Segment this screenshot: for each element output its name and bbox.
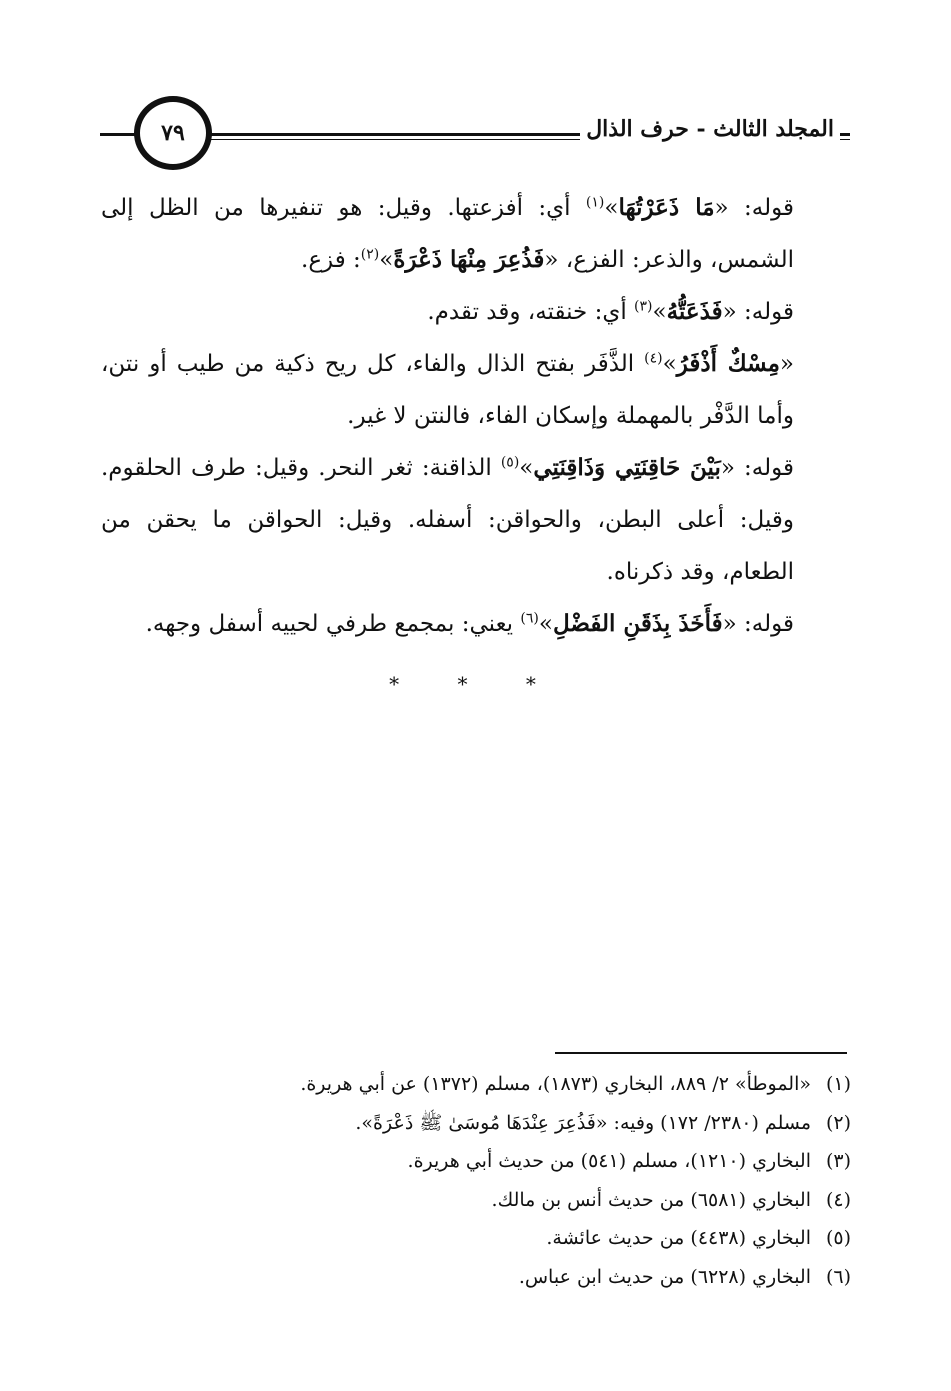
p1-close: » [604,195,619,221]
p1-quote: مَا ذَعَرْتُهَا [618,194,715,221]
p3-quote: مِسْكٌ أَذْفَرُ [676,350,780,377]
footnote-ref-5[interactable]: (٥) [500,454,520,471]
footnote-number: (٦) [825,1265,851,1288]
p3-prefix: « [779,351,794,377]
page-number-badge [134,96,212,170]
p1-rest: أي: أفزعتها. وقيل: هو تنفيرها من الظل إلى الشمس، والذعر: الفزع، « [101,195,794,273]
footnote-4 [106,1181,851,1220]
p5-rest: يعني: بمجمع طرفي لحييه أسفل وجهه. [145,611,521,637]
p1-prefix: قوله: « [714,195,794,221]
paragraph-1 [101,182,846,286]
footnote-1 [106,1065,851,1104]
footnote-number: (٥) [825,1227,851,1249]
footnote-text: البخاري (٤٤٣٨) من حديث عائشة. [546,1227,811,1249]
p4-rest: الذاقنة: ثغر النحر. وقيل: طرف الحلقوم. وقيل: أعلى البطن، والحواقن: أسفله. وقيل: الحواقن ما يحقن من الطعام، وقد ذكرناه. [101,455,794,585]
footnote-rule [555,1052,847,1054]
running-title: المجلد الثالث - حرف الذال [580,116,840,142]
page-header [100,96,850,176]
footnote-ref-1[interactable]: (١) [585,194,605,211]
footnote-number: (٢) [825,1111,851,1134]
footnote-text: البخاري (٦٥٨١) من حديث أنس بن مالك. [491,1188,811,1211]
p5-prefix: قوله: « [722,611,794,637]
p1-end: : فزع. [301,247,361,273]
paragraph-4 [101,442,846,598]
footnote-text: البخاري (٦٢٢٨) من حديث ابن عباس. [518,1265,811,1288]
p2-close: » [652,299,667,325]
p3-close: » [662,351,677,377]
paragraph-2 [101,286,846,338]
footnote-ref-4[interactable]: (٤) [644,350,663,367]
p2-prefix: قوله: « [722,299,794,325]
section-separator-stars: * * * [389,672,562,696]
p2-rest: أي: خنقته، وقد تقدم. [427,299,635,325]
p1-quote2: فَذُعِرَ مِنْهَا ذَعْرَةً [393,246,545,273]
footnote-text: البخاري (١٢١٠)، مسلم (٥٤١) من حديث أبي هريرة. [407,1150,811,1172]
p4-close: » [519,455,534,481]
p5-quote: فَأَخَذَ بِذَقَنِ الفَضْلِ [552,610,723,637]
paragraph-5 [101,598,846,650]
p1-close2: » [379,247,394,273]
page-number: ٧٩ [161,120,185,146]
footnote-ref-6[interactable]: (٦) [520,610,539,627]
footnote-6 [106,1258,851,1297]
footnote-ref-3[interactable]: (٣) [634,298,653,315]
footnote-text: مسلم (٢٣٨٠/ ١٧٢) وفيه: «فَذُعِرَ عِنْدَهَا مُوسَىٰ ﷺ ذَعْرَةً». [355,1111,811,1134]
footnote-2 [106,1104,851,1143]
footnote-ref-2[interactable]: (٢) [360,246,380,263]
footnote-text: «الموطأ» ٢/ ٨٨٩، البخاري (١٨٧٣)، مسلم (١٣٧٢) عن أبي هريرة. [300,1073,811,1095]
p4-prefix: قوله: « [720,455,794,481]
footnote-number: (١) [825,1073,851,1095]
p5-close: » [538,611,553,637]
footnote-number: (٤) [825,1188,851,1211]
p4-quote: بَيْنَ حَاقِنَتِي وَذَاقِنَتِي [533,454,721,481]
paragraph-3 [101,338,846,442]
footnote-number: (٣) [825,1150,851,1172]
p2-quote: فَذَعَتُّهُ [666,298,723,325]
footnote-5 [106,1219,851,1258]
footnote-3 [106,1142,851,1181]
footnotes [106,1065,851,1296]
main-text [101,182,846,650]
p3-rest: الذَّفَر بفتح الذال والفاء، كل ريح ذكية من طيب أو نتن، وأما الدَّفْر بالمهملة وإسكان الفاء، فالنتن لا غير. [101,351,794,429]
